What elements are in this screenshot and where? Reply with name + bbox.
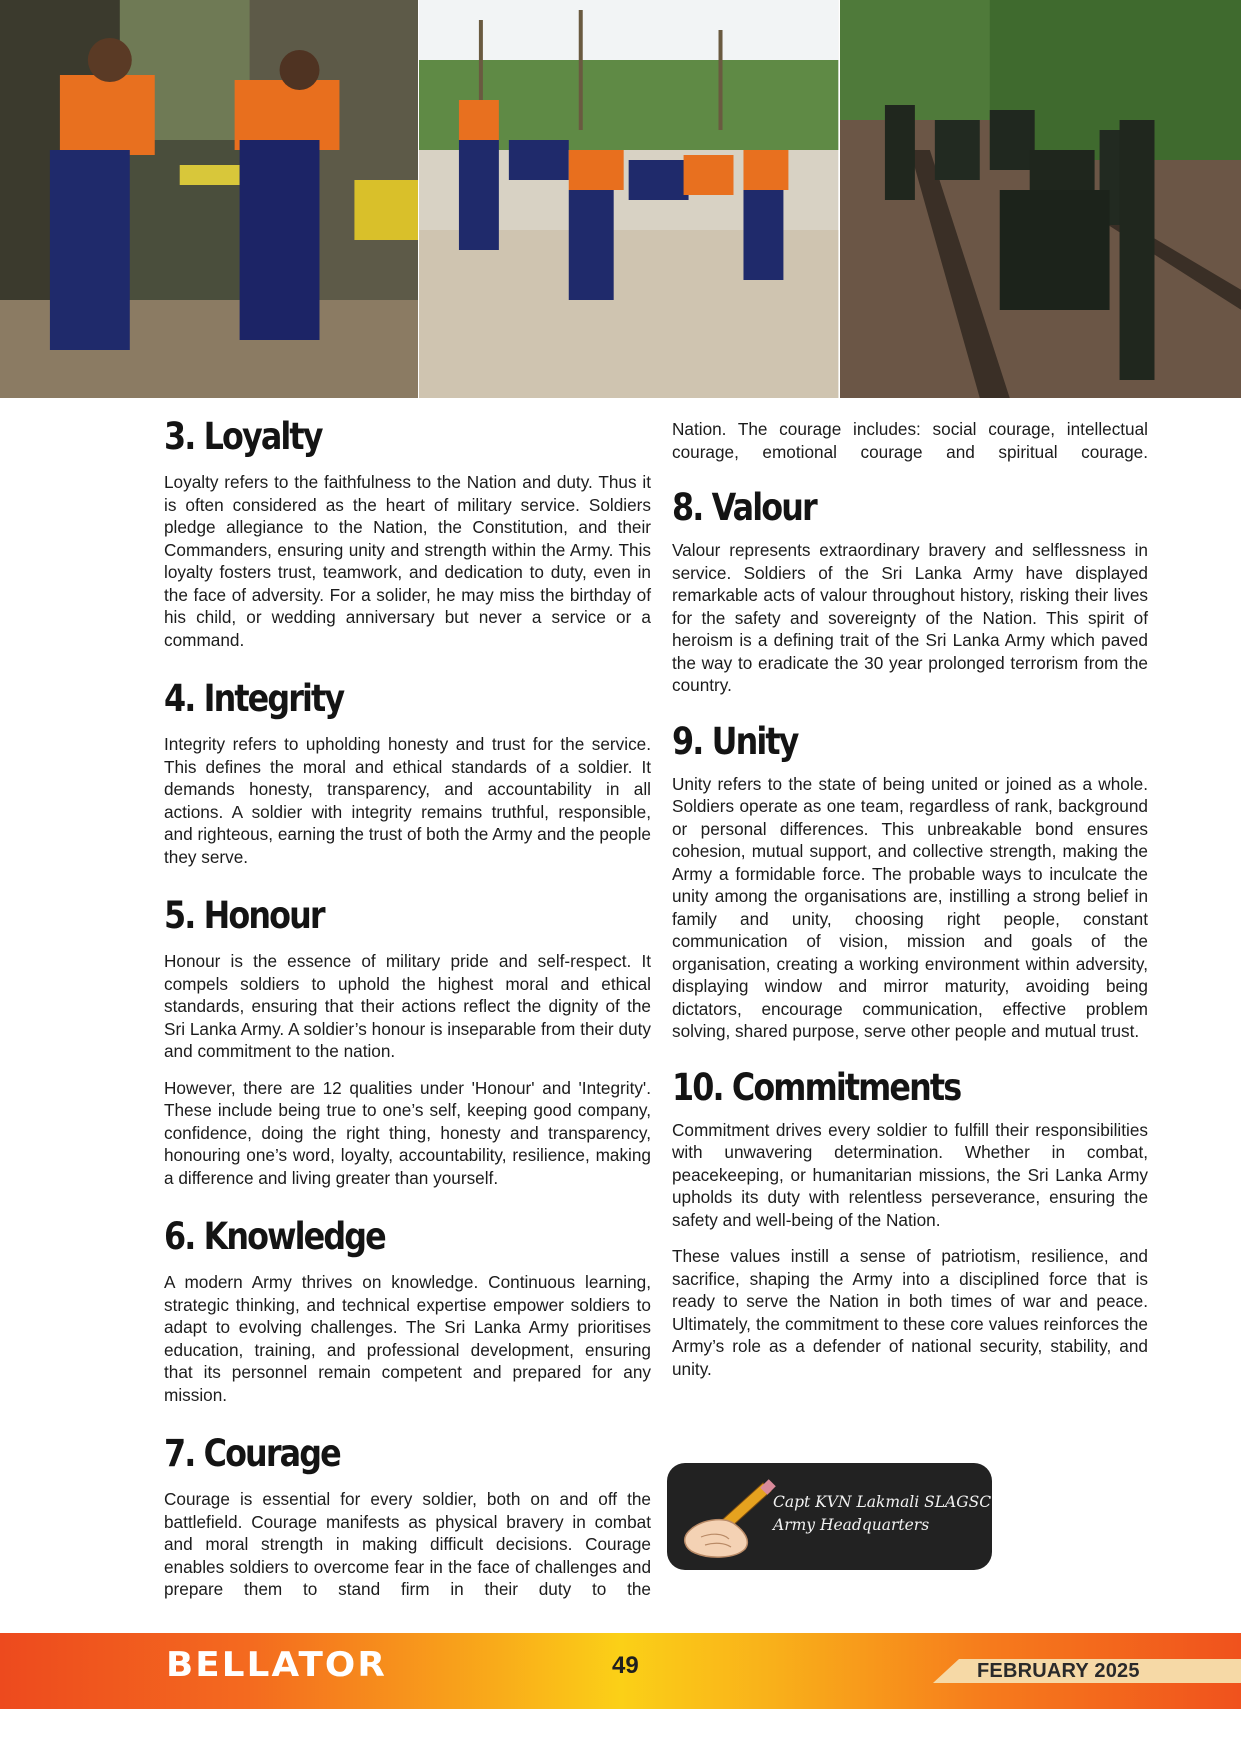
writing-hand-icon (671, 1479, 781, 1561)
left-column (164, 403, 651, 1615)
heading-knowledge: 6. Knowledge (164, 1215, 385, 1258)
author-box (667, 1463, 992, 1570)
honour-text-1: Honour is the essence of military pride and self-respect. It compels soldiers to uphold the highest moral and ethical standards, ensuring that their actions reflect the dignity of the Sri Lanka Army. A soldier’s honour is inseparable from their duty and commitment to the nation. (164, 951, 651, 1061)
integrity-text: Integrity refers to upholding honesty and trust for the service. This defines the moral and ethical standards of a soldier. It demands honesty, transparency, and accountability in all actions. A soldier with integrity remains truthful, responsible, and righteous, earning the trust of both the Army and the people they serve. (164, 734, 651, 867)
heading-unity: 9. Unity (672, 719, 798, 763)
issue-date: FEBRUARY 2025 (977, 1660, 1140, 1682)
magazine-brand: BELLATOR (166, 1645, 387, 1685)
honour-text-2: However, there are 12 qualities under 'Honour' and 'Integrity'. These include being true to one’s self, keeping good company, confidence, doing the right thing, honesty and transparency, honouring one’s word, loyalty, accountability, resilience, making a difference and living greater than yourself. (164, 1077, 651, 1188)
commitments-text-2: These values instill a sense of patriotism, resilience, and sacrifice, shaping the Army into a disciplined force that is ready to serve the Nation in both times of war and peace. Ultimately, the commitment to these core values reinforces the Army’s role as a defender of national security, stability, and unity. (672, 1246, 1148, 1379)
right-column (672, 418, 1148, 1394)
heading-courage: 7. Courage (164, 1432, 340, 1475)
author-unit: Army Headquarters (773, 1516, 930, 1534)
unity-text: Unity refers to the state of being united or joined as a whole. Soldiers operate as one team, regardless of rank, background or personal differences. This unbreakable bond ensures cohesion, mutual support, and collective strength, making the Army a formidable force. The probable ways to inculcate the unity among the organisations are, instilling a strong belief in family and unity, choosing right people, constant communication of vision, mission and goals of the organisation, creating a working environment within adversity, displaying window and mirror maturity, avoiding being dictators, encourage communication, effective problem solving, shared purpose, serve other people and mutual trust. (672, 773, 1148, 1041)
courage-text: Courage is essential for every soldier, both on and off the battlefield. Courage manifests as physical bravery in combat and moral strength in making difficult decisions. Courage enables soldiers to overcome fear in the face of challenges and prepare them to stand firm in their duty to the (164, 1489, 651, 1599)
section-commitments (672, 1057, 1148, 1381)
heading-commitments: 10. Commitments (672, 1065, 961, 1109)
photo-soldiers-clearing-railway (839, 0, 1241, 398)
heading-integrity: 4. Integrity (164, 677, 344, 720)
section-loyalty (164, 403, 651, 651)
author-name: Capt KVN Lakmali SLAGSC (773, 1493, 992, 1511)
section-courage (164, 1420, 651, 1601)
loyalty-text: Loyalty refers to the faithfulness to the Nation and duty. Thus it is often considered as the heart of military service. Soldiers pledge allegiance to the Nation, the Constitution, and their Commanders, ensuring unity and strength within the Army. This loyalty fosters trust, teamwork, and dedication to duty, even in the face of adversity. For a solider, he may miss the birthday of his child, or wedding anniversary but never a service or a command. (164, 472, 651, 650)
page-number: 49 (612, 1652, 639, 1679)
page-footer (0, 1633, 1241, 1709)
courage-text-continued: Nation. The courage includes: social courage, intellectual courage, emotional courage and spiritual courage. (672, 419, 1148, 462)
section-knowledge (164, 1203, 651, 1406)
section-honour (164, 882, 651, 1189)
section-integrity (164, 665, 651, 868)
heading-loyalty: 3. Loyalty (164, 415, 322, 458)
valour-text: Valour represents extraordinary bravery and selflessness in service. Soldiers of the Sri Lanka Army have displayed remarkable acts of valour throughout history, risking their lives for the safety and sovereignty of the Nation. This spirit of heroism is a defining trait of the Sri Lanka Army which paved the way to eradicate the 30 year prolonged terrorism from the country. (672, 540, 1148, 695)
heading-valour: 8. Valour (672, 486, 816, 529)
photo-strip (0, 0, 1241, 398)
photo-soldiers-cleaning-beach (418, 0, 838, 398)
knowledge-text: A modern Army thrives on knowledge. Continuous learning, strategic thinking, and technical expertise empower soldiers to adapt to evolving challenges. The Sri Lanka Army prioritises education, training, and professional development, ensuring that its personnel remain competent and prepared for any mission. (164, 1272, 651, 1405)
commitments-text-1: Commitment drives every soldier to fulfill their responsibilities with unwavering determination. Whether in combat, peacekeeping, or humanitarian missions, the Sri Lanka Army upholds its duty with relentless perseverance, ensuring the safety and well-being of the Nation. (672, 1119, 1148, 1230)
section-valour (672, 477, 1148, 697)
photo-soldiers-repairing-chairs (0, 0, 418, 398)
section-unity (672, 711, 1148, 1043)
heading-honour: 5. Honour (164, 894, 324, 937)
